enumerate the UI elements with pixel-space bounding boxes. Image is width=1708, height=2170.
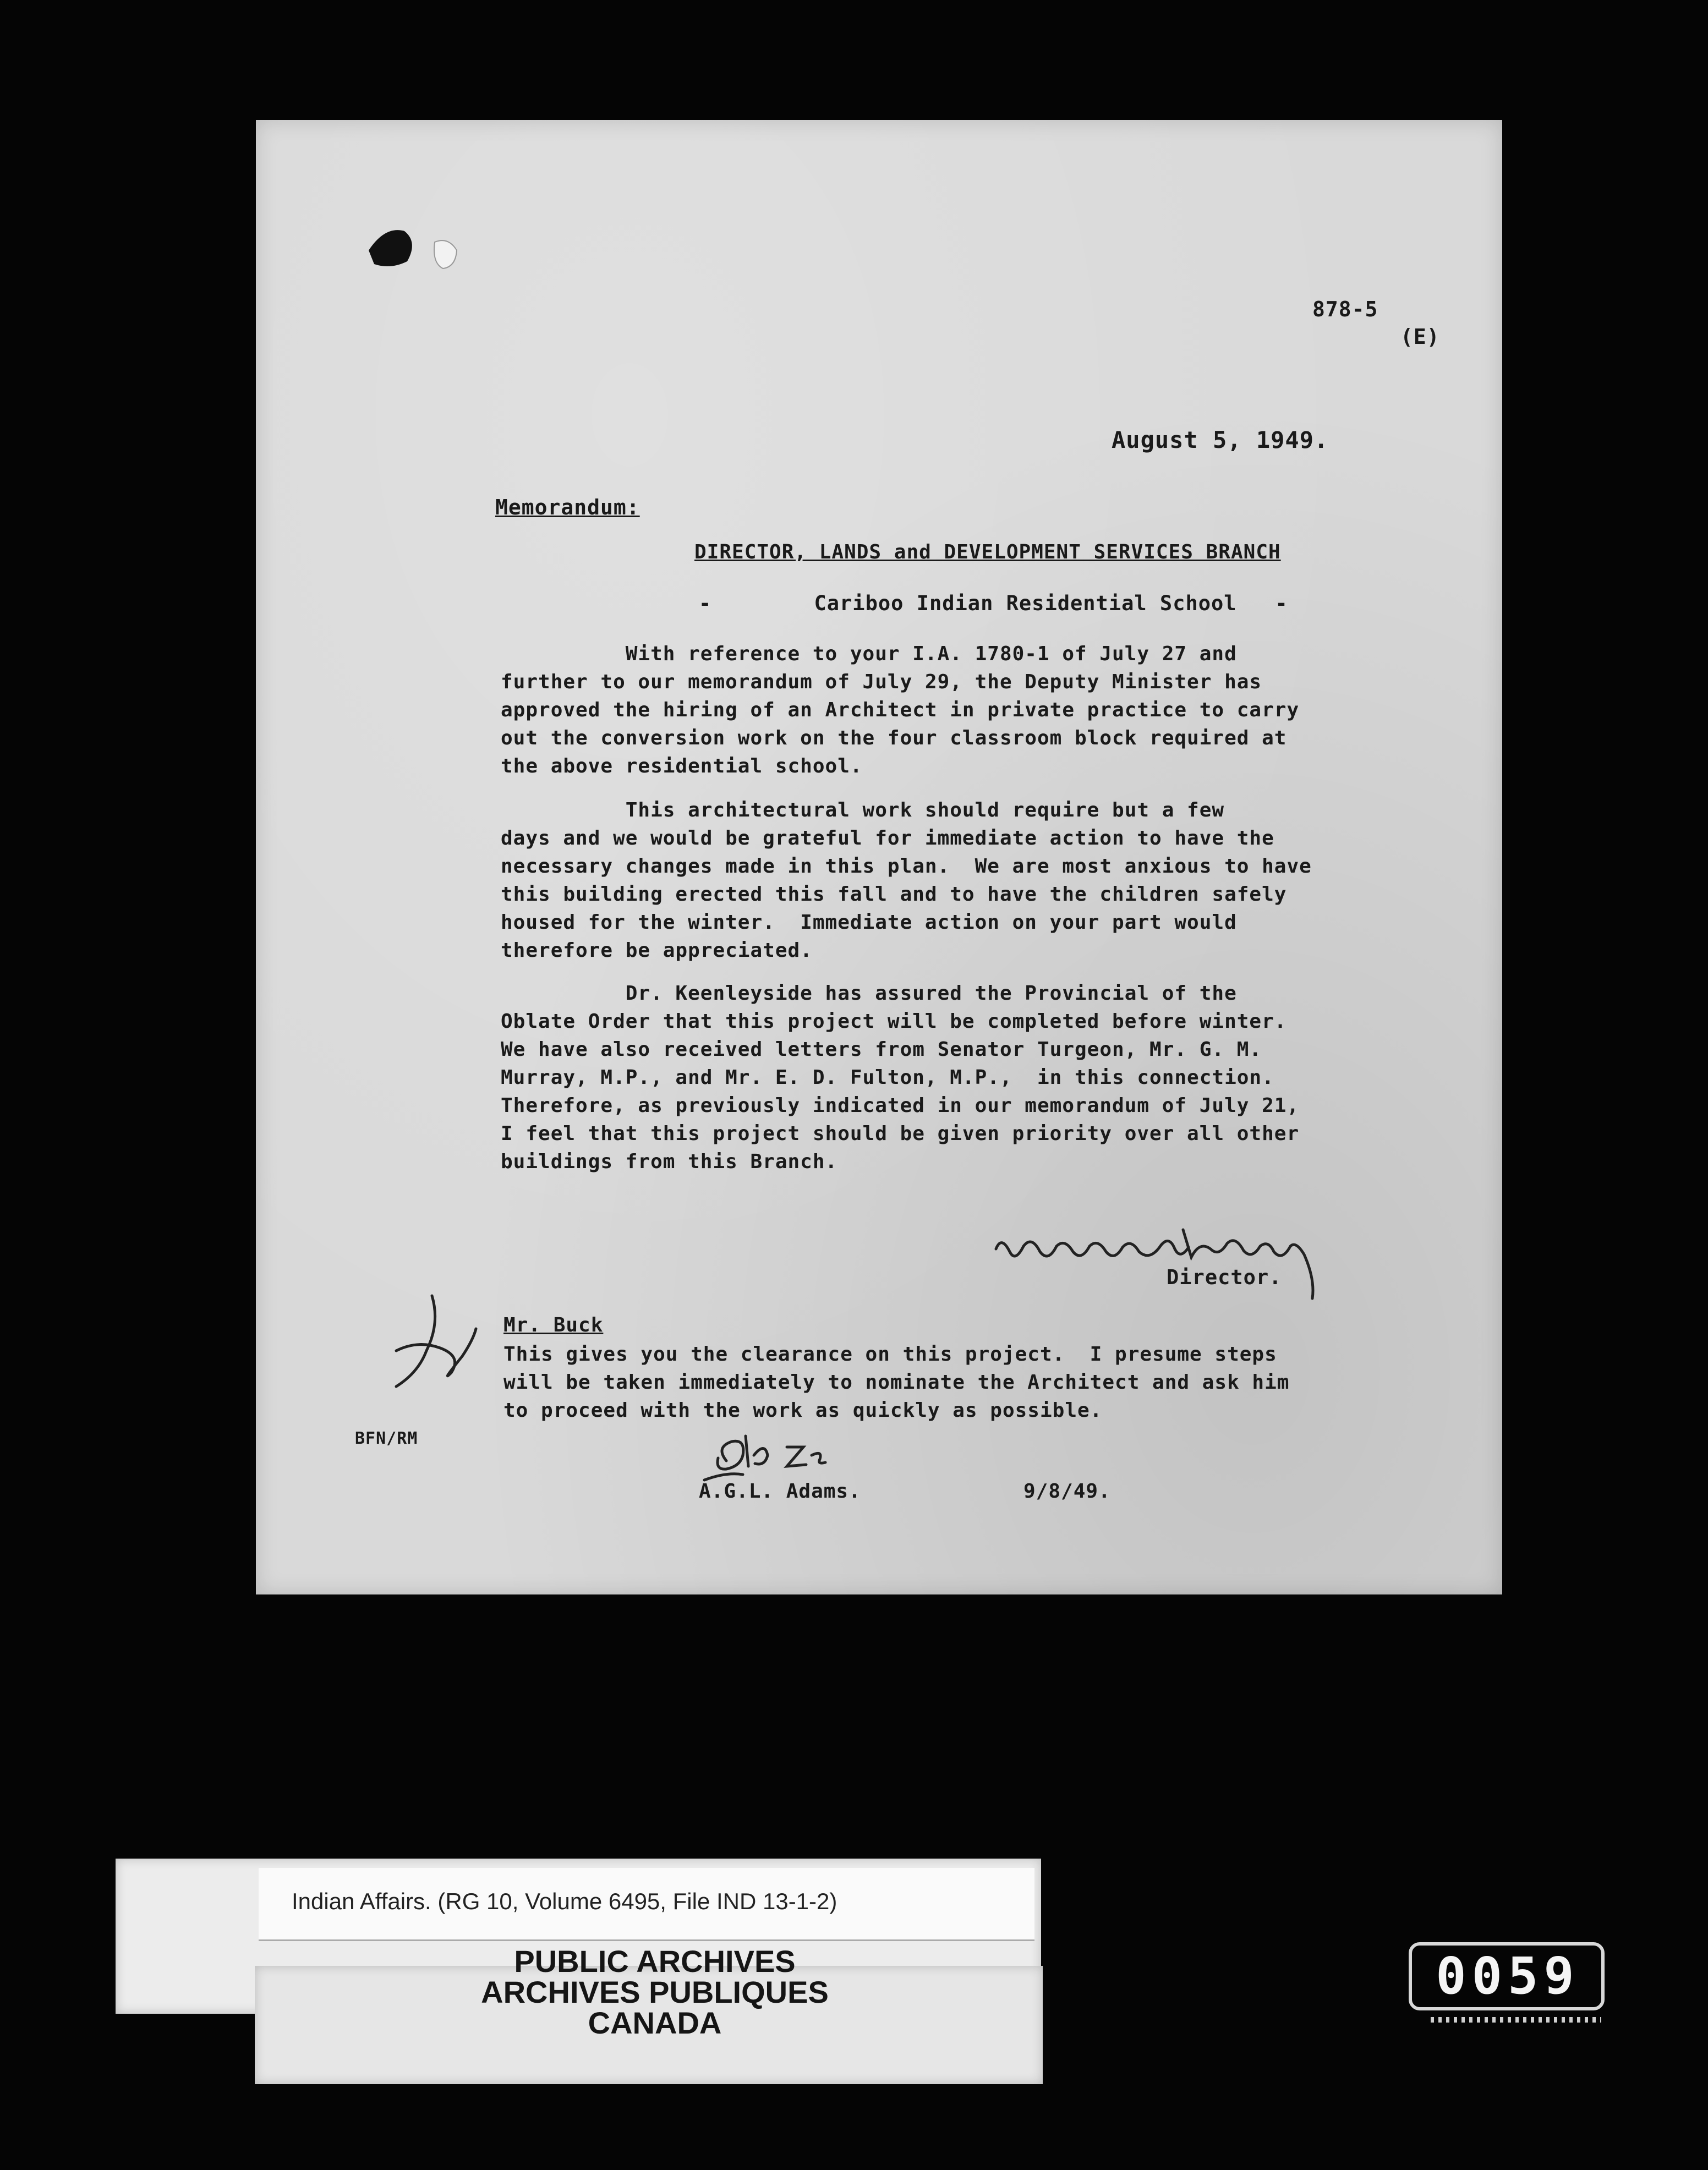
- file-suffix: (E): [1400, 325, 1440, 349]
- note-addressee: Mr. Buck: [503, 1314, 604, 1336]
- paragraph-2: This architectural work should require but a few days and we would be grateful for immediate action to have the necessary changes made in this plan. We are most anxious to have this building erected this fall and to have the children safely housed for the winter. Immediate action on your part would therefore be appreciated.: [501, 799, 1312, 962]
- typist-initials: BFN/RM: [355, 1429, 418, 1448]
- paragraph-1: With reference to your I.A. 1780-1 of July 27 and further to our memorandum of July 29, the Deputy Minister has approved the hiring of an Architect in private practice to carry out the conversion work on the four classroom block required at the above residential school.: [501, 643, 1300, 777]
- counter-ticks: [1431, 2017, 1601, 2023]
- archive-line-1: PUBLIC ARCHIVES: [514, 1944, 796, 1979]
- frame-number: 0059: [1436, 1947, 1580, 2005]
- file-number: 878-5: [1312, 297, 1378, 321]
- addressee: DIRECTOR, LANDS and DEVELOPMENT SERVICES BRANCH: [694, 541, 1281, 563]
- note-signer: A.G.L. Adams.: [699, 1480, 861, 1503]
- memo-label: Memorandum:: [495, 495, 640, 519]
- adams-signature: [693, 1425, 869, 1486]
- paragraph-3: Dr. Keenleyside has assured the Provincial of the Oblate Order that this project will be completed before winter. We have also received letters from Senator Turgeon, Mr. G. M. Murray, M.P., and Mr. E. D. Fulton, M.P., in this connection. Therefore, as previously indicated in our memorandum of July 21, I feel that this project should be given priority over all other buildings from this Branch.: [501, 982, 1300, 1173]
- archive-line-3: CANADA: [588, 2005, 722, 2040]
- archive-line-2: ARCHIVES PUBLIQUES: [481, 1975, 829, 2009]
- archive-reference: Indian Affairs. (RG 10, Volume 6495, File IND 13-1-2): [292, 1888, 837, 1914]
- signature-title: Director.: [1167, 1265, 1282, 1289]
- subject-line: - Cariboo Indian Residential School -: [699, 591, 1288, 615]
- archive-stamp: [429, 1946, 880, 2039]
- note-text: This gives you the clearance on this project. I presume steps will be taken immediately to nominate the Architect and ask him to proceed with the work as quickly as possible.: [503, 1343, 1290, 1422]
- margin-initial: [380, 1290, 490, 1395]
- note-date: 9/8/49.: [1023, 1480, 1111, 1503]
- ink-stain: [352, 204, 484, 297]
- memo-date: August 5, 1949.: [1112, 426, 1329, 453]
